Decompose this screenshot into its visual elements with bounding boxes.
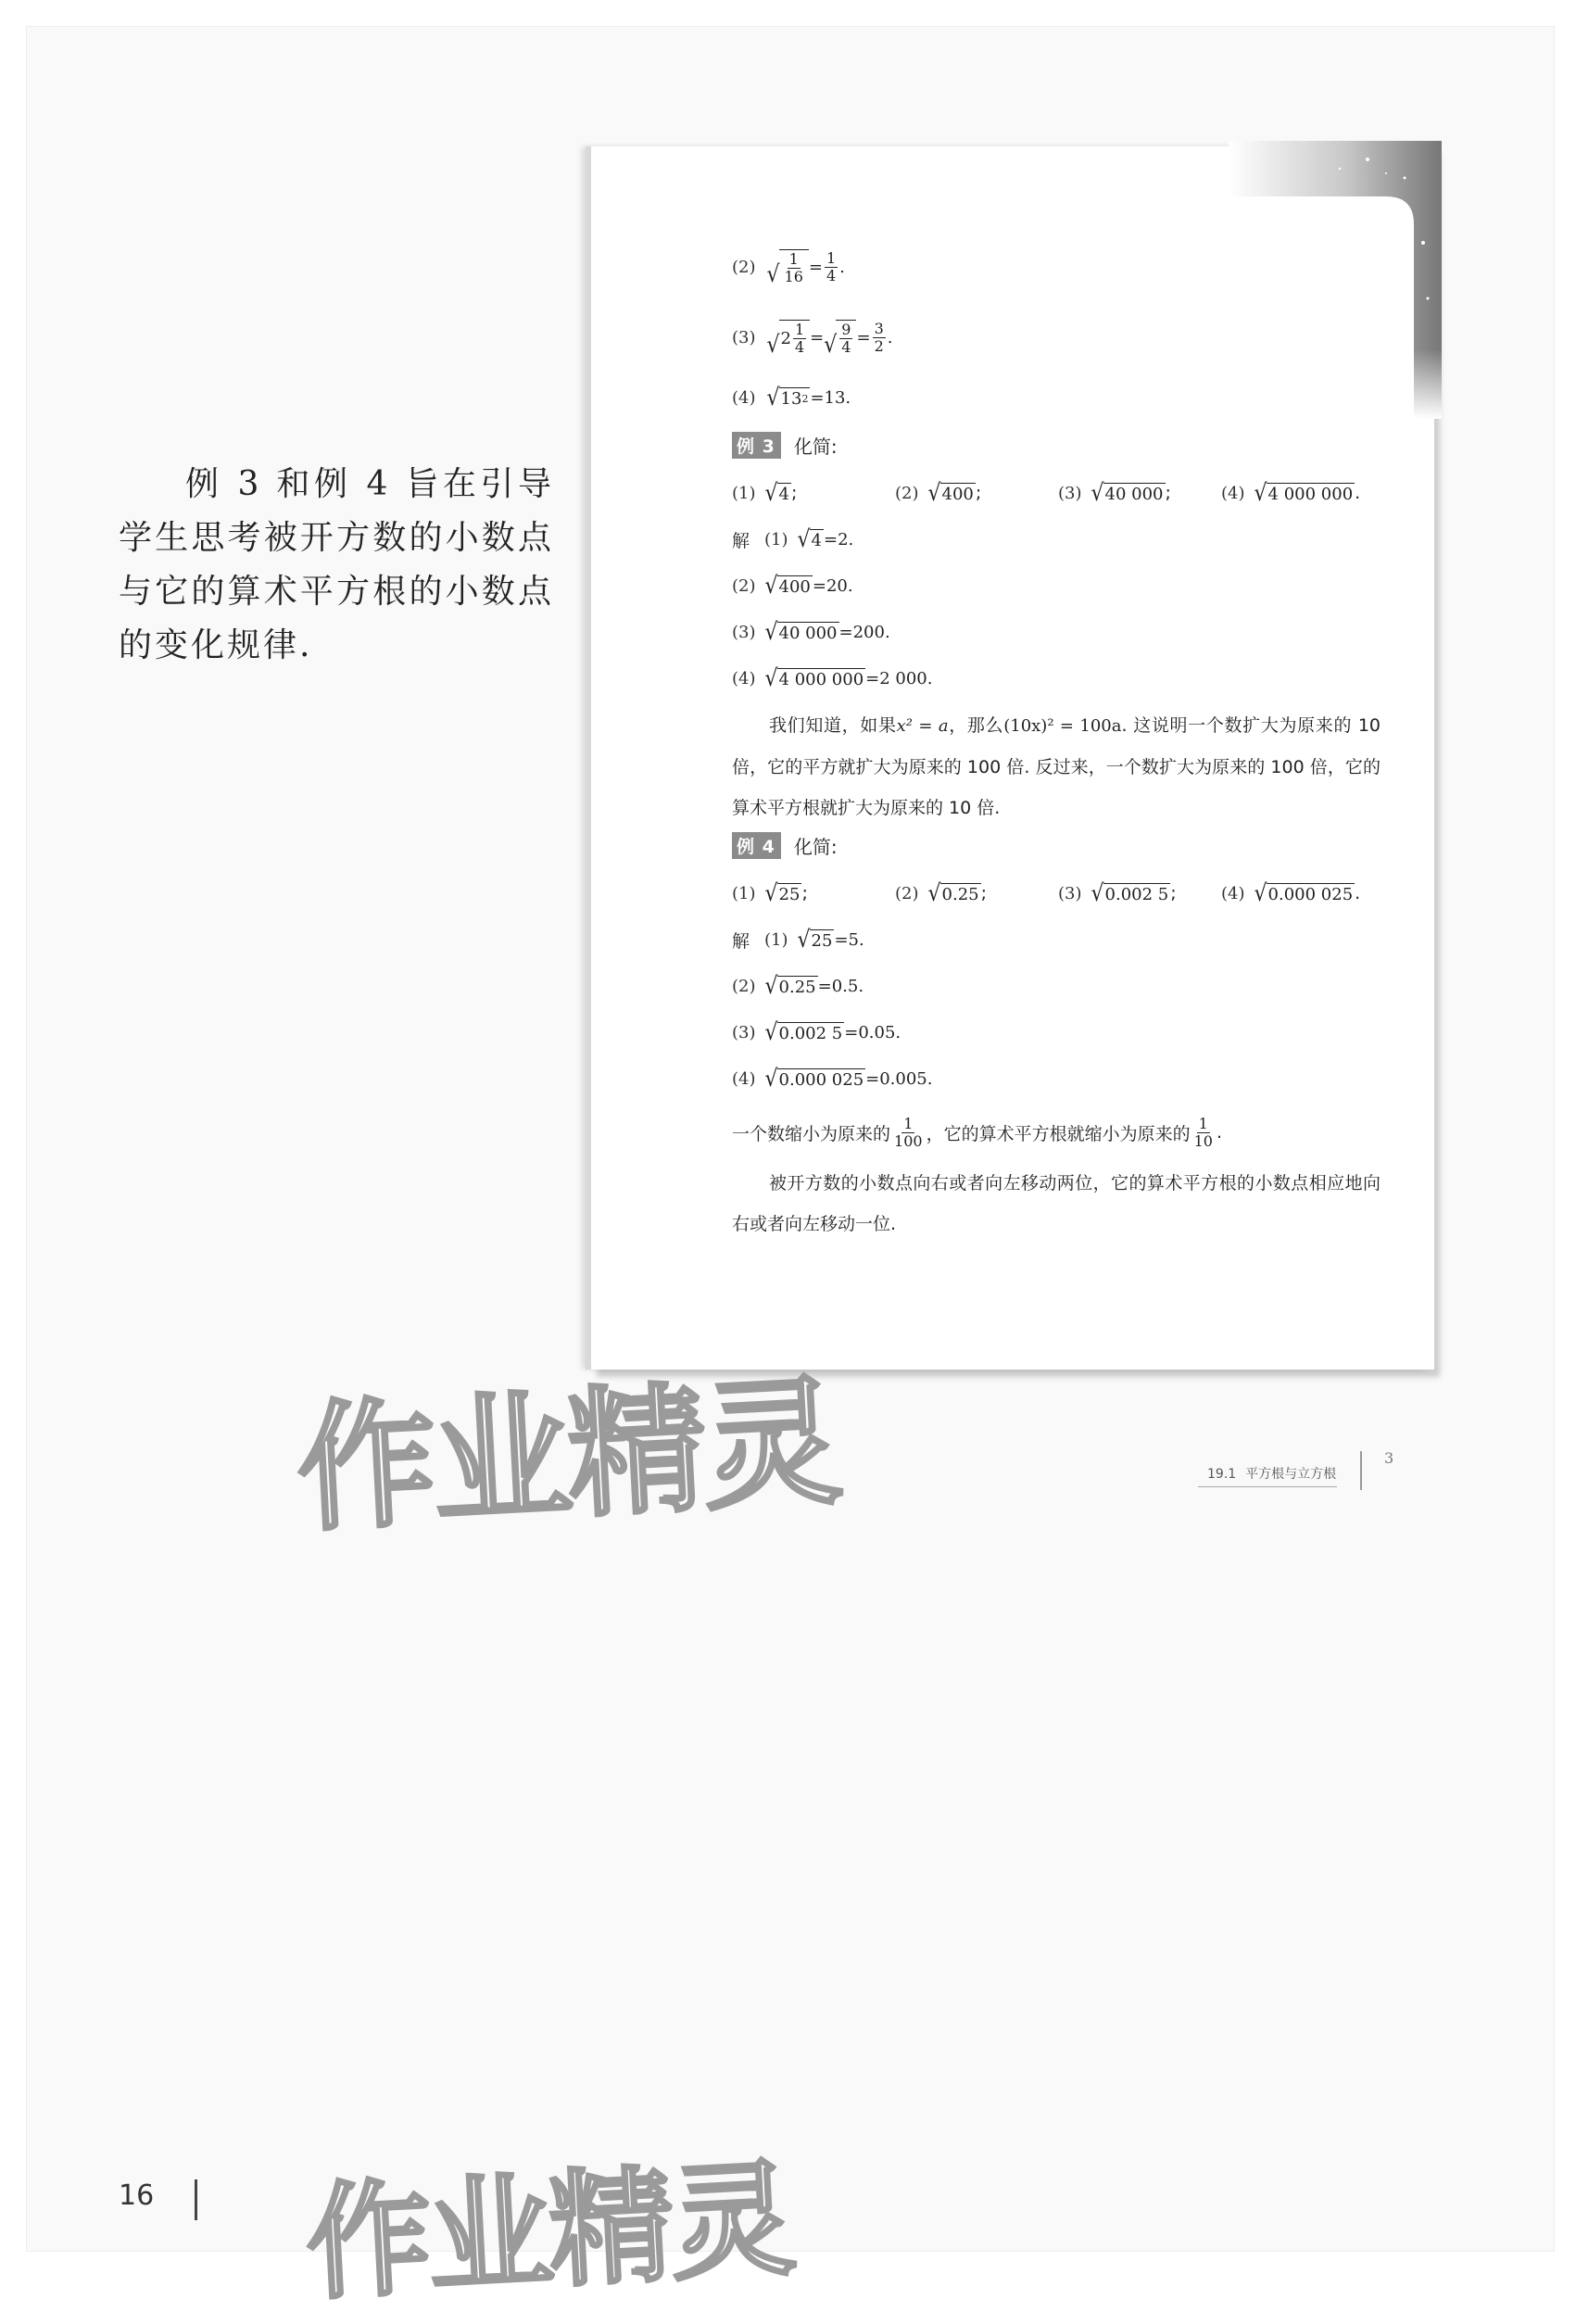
numerator: 1: [903, 1114, 914, 1132]
radical-sign-icon: √: [766, 260, 780, 288]
radical-sign-icon: √: [764, 1065, 778, 1093]
denominator: 16: [784, 267, 803, 285]
radicand: 0.000 025: [1267, 884, 1354, 904]
equation-3: [732, 319, 1381, 359]
item-number: (2): [895, 883, 919, 903]
item-number: (3): [732, 327, 756, 347]
example-3-problems: [732, 479, 1381, 507]
problem-item: [732, 479, 798, 507]
denominator: 4: [794, 337, 805, 356]
result: =2 000.: [865, 668, 933, 688]
equals-sign: =: [856, 327, 871, 347]
solution-line: [732, 1065, 1381, 1093]
solution-line: [732, 1018, 1381, 1046]
example-badge: 例 3: [732, 432, 781, 459]
footer-rule: [1198, 1486, 1337, 1487]
punctuation: ;: [1170, 883, 1177, 903]
whole-part: 2: [780, 328, 791, 348]
inset-page-number: 3: [1384, 1449, 1394, 1467]
base: 13: [780, 388, 802, 409]
radical-sign-icon: √: [927, 879, 941, 907]
text-run: 我们知道，如果: [769, 715, 897, 736]
solution-label: 解: [732, 530, 750, 551]
period: .: [839, 257, 845, 277]
section-title: 平方根与立方根: [1245, 1467, 1337, 1482]
punctuation: ;: [980, 883, 988, 903]
problem-item: [1058, 479, 1171, 507]
radicand: 4: [811, 530, 822, 550]
item-number: (4): [732, 1068, 756, 1089]
text-run: . 这说明一个数扩大为原来的 10 倍，它的平方就扩大为原来的 100 倍. 反过来，一个数扩大为原来的 100 倍，它的算术平方根就扩大为原来的 10 倍.: [732, 715, 1381, 818]
item-number: (3): [732, 1022, 756, 1042]
problem-item: [732, 879, 808, 907]
text-run: 一个数缩小为原来的: [732, 1123, 891, 1144]
lesson-content: [732, 248, 1381, 1244]
item-number: (4): [1221, 483, 1245, 503]
item-number: (1): [764, 529, 788, 549]
radicand: 25: [778, 884, 801, 904]
example-4-header: [732, 832, 1381, 859]
numerator: 1: [1198, 1114, 1208, 1132]
numerator: 1: [794, 320, 805, 338]
example-title: 化简:: [793, 836, 838, 858]
radicand: 4 000 000: [1267, 484, 1354, 504]
radical-sign-icon: √: [764, 1018, 778, 1046]
exponent: 2: [801, 392, 809, 405]
punctuation: ;: [790, 483, 798, 503]
problem-item: [895, 879, 988, 907]
text-run: .: [1216, 1122, 1222, 1143]
sqrt-expression: [766, 384, 811, 411]
solution-line: [732, 972, 1381, 1000]
text-run: ，那么: [948, 715, 1004, 736]
radical-sign-icon: √: [797, 525, 811, 553]
punctuation: ;: [801, 883, 808, 903]
numerator: 9: [841, 320, 851, 338]
radicand: 4: [778, 484, 789, 504]
item-number: (2): [732, 575, 756, 596]
text-run: ，它的算术平方根就缩小为原来的: [926, 1123, 1191, 1144]
explanation-paragraph: [732, 705, 1381, 828]
solution-line: [732, 926, 1381, 954]
denominator: 100: [894, 1131, 923, 1150]
teaching-sidenote: 例 3 和例 4 旨在引导学生思考被开方数的小数点与它的算术平方根的小数点的变化规律.: [119, 465, 554, 664]
example-badge: 例 4: [732, 832, 781, 859]
radical-sign-icon: √: [927, 479, 941, 507]
problem-item: [1221, 879, 1361, 907]
punctuation: ;: [975, 483, 982, 503]
item-number: (4): [732, 387, 756, 408]
problem-item: [1058, 879, 1177, 907]
punctuation: ;: [1165, 483, 1171, 503]
punctuation: .: [1355, 483, 1361, 503]
example-4-problems: [732, 879, 1381, 907]
sqrt-expression: [766, 249, 809, 288]
radical-sign-icon: √: [1091, 479, 1104, 507]
denominator: 2: [874, 336, 884, 355]
radical-sign-icon: √: [764, 879, 778, 907]
item-number: (3): [1058, 883, 1082, 903]
item-number: (1): [764, 929, 788, 950]
item-number: (4): [1221, 883, 1245, 903]
radicand: 40 000: [778, 623, 838, 643]
item-number: (3): [1058, 483, 1082, 503]
radicand: 0.002 5: [778, 1023, 843, 1043]
result: =0.05.: [844, 1022, 901, 1042]
item-number: (1): [732, 883, 756, 903]
formula: x² = a: [896, 716, 949, 736]
problem-item: [1221, 479, 1361, 507]
radical-sign-icon: √: [764, 972, 778, 1000]
radical-sign-icon: √: [1254, 479, 1267, 507]
punctuation: .: [1355, 883, 1361, 903]
radical-sign-icon: √: [824, 331, 838, 359]
solution-line: [732, 572, 1381, 600]
example-3-header: [732, 432, 1381, 459]
radical-sign-icon: √: [764, 479, 778, 507]
item-number: (2): [732, 976, 756, 996]
denominator: 4: [841, 337, 851, 356]
item-number: (2): [895, 483, 919, 503]
denominator: 10: [1193, 1131, 1213, 1150]
solution-label: 解: [732, 930, 750, 952]
section-number: 19.1: [1207, 1467, 1237, 1482]
running-footer: [1207, 1464, 1336, 1483]
result: =13.: [810, 387, 851, 408]
solution-line: [732, 664, 1381, 692]
numerator: 1: [788, 249, 799, 268]
page-number-divider: [195, 2179, 197, 2220]
radicand: 40 000: [1104, 484, 1164, 504]
shrink-rule-line: [732, 1111, 1381, 1154]
equals-sign: =: [808, 257, 823, 277]
denominator: 4: [826, 266, 837, 284]
radical-sign-icon: √: [764, 664, 778, 692]
radicand: 4 000 000: [778, 669, 864, 689]
result: =5.: [834, 929, 864, 950]
result: =2.: [824, 529, 854, 549]
radical-sign-icon: √: [766, 384, 780, 411]
item-number: (3): [732, 622, 756, 642]
embedded-textbook-page: [591, 146, 1434, 1482]
watermark: 作业精灵: [302, 2146, 796, 2318]
equals-sign: =: [810, 327, 825, 347]
radical-sign-icon: √: [764, 572, 778, 600]
result: =200.: [838, 622, 890, 642]
radicand: 25: [811, 930, 833, 951]
page-number: 16: [119, 2179, 155, 2212]
item-number: (4): [732, 668, 756, 688]
formula: (10x)² = 100a: [1003, 716, 1122, 736]
solution-line: [732, 618, 1381, 646]
decimal-point-rule: 被开方数的小数点向右或者向左移动两位，它的算术平方根的小数点相应地向右或者向左移动一位.: [732, 1173, 1381, 1234]
sqrt-expression: [824, 320, 856, 359]
example-title: 化简:: [793, 436, 838, 458]
period: .: [887, 327, 893, 347]
radicand: 0.25: [778, 977, 816, 997]
item-number: (2): [732, 257, 756, 277]
sqrt-expression: [766, 320, 811, 359]
equation-2: [732, 248, 1381, 288]
problem-item: [895, 479, 982, 507]
item-number: (1): [732, 483, 756, 503]
result: =20.: [812, 575, 853, 596]
result: =0.5.: [817, 976, 864, 996]
solution-line: [732, 525, 1381, 553]
result: =0.005.: [865, 1068, 933, 1089]
radical-sign-icon: √: [764, 618, 778, 646]
radicand: 400: [941, 484, 974, 504]
footer-divider: [1360, 1451, 1362, 1490]
watermark: 作业精灵: [293, 1361, 842, 1552]
radicand: 0.25: [941, 884, 979, 904]
equation-4: [732, 384, 1381, 411]
radical-sign-icon: √: [1091, 879, 1104, 907]
radical-sign-icon: √: [1254, 879, 1267, 907]
numerator: 1: [826, 248, 837, 267]
radical-sign-icon: √: [797, 926, 811, 954]
radicand: 0.002 5: [1104, 884, 1169, 904]
numerator: 3: [874, 319, 884, 337]
radical-sign-icon: √: [766, 331, 780, 359]
radicand: 400: [778, 576, 811, 597]
radicand: 0.000 025: [778, 1069, 864, 1090]
